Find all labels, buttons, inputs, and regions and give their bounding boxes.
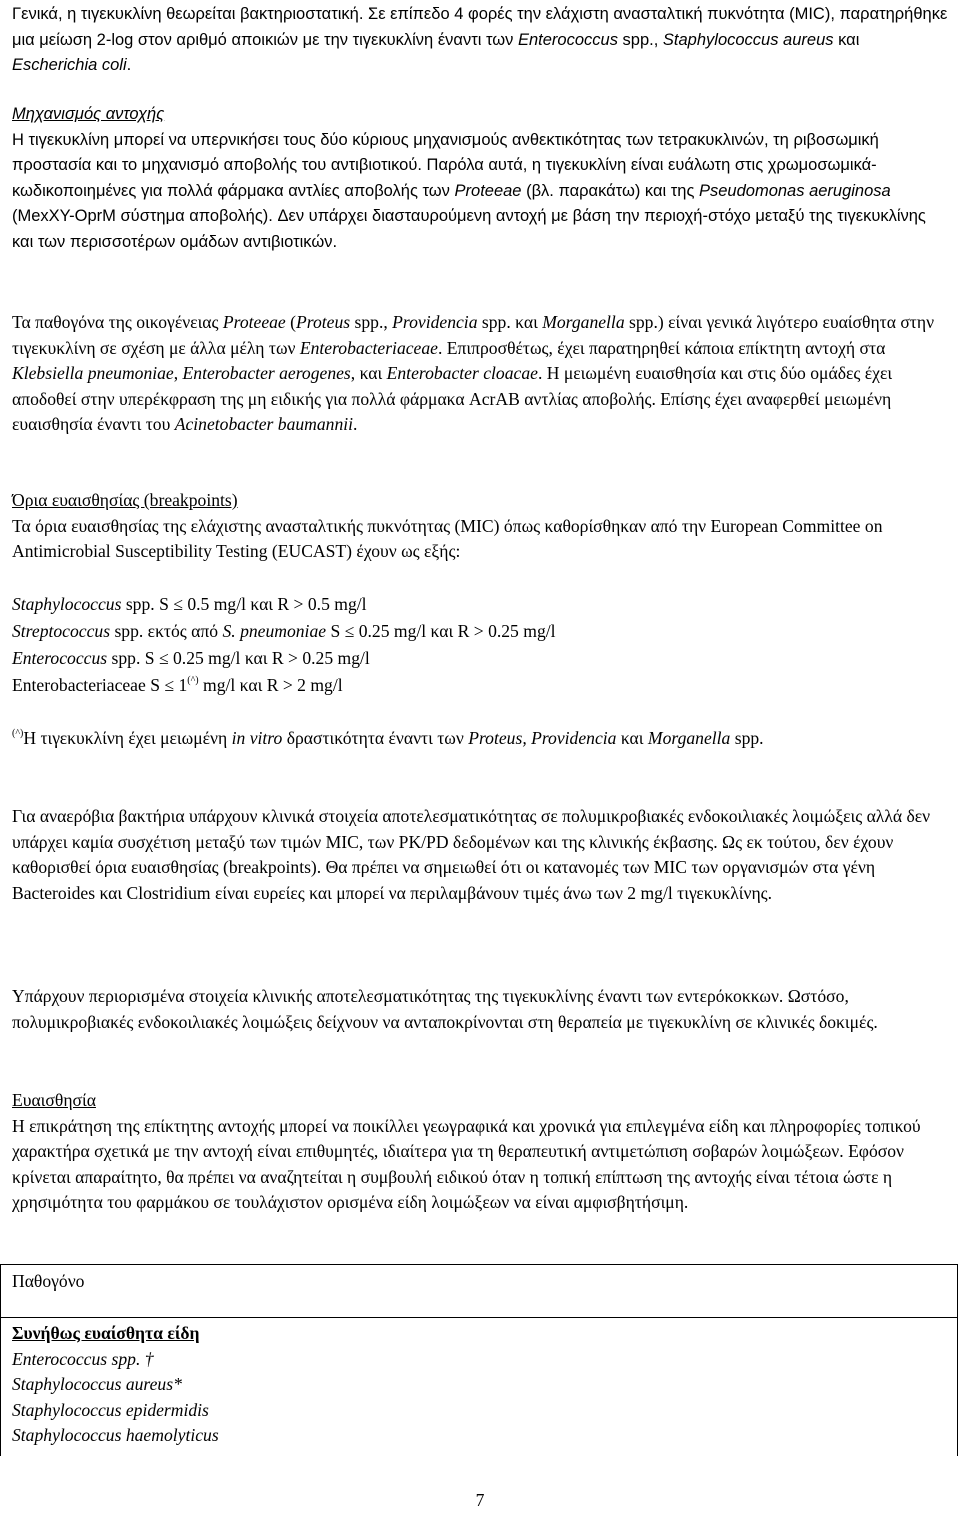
- breakpoint-enterococcus: Enterococcus spp. S ≤ 0.25 mg/l και R > 0.25 mg/l: [12, 648, 370, 668]
- susceptibility-paragraph: Η επικράτηση της επίκτητης αντοχής μπορεί να ποικίλλει γεωγραφικά και χρονικά για επιλεγμένα είδη και πληροφορίες τοπικού χαρακτήρα σχετικά με την αντοχή είναι επιθυμητές, ιδιαίτερα για τη θεραπευτική αντιμετώπιση σοβαρών λοιμώξεων. Εφόσον κρίνεται απαραίτητο, θα πρέπει να αναζητείται η συμβουλή ειδικού όταν η τοπική επίπτωση της αντοχής είναι τέτοια ώστε η χρησιμότητα του φαρμάκου σε τουλάχιστον ορισμένα είδη λοιμώξεων να είναι αμφισβητήσιμη.: [12, 1115, 921, 1213]
- susceptibility-heading: Ευαισθησία: [12, 1090, 96, 1110]
- intro-paragraph: Γενικά, η τιγεκυκλίνη θεωρείται βακτηριοστατική. Σε επίπεδο 4 φορές την ελάχιστη ανασταλτική πυκνότητα (MIC), παρατηρήθηκε μια μείωση 2-log στον αριθμό αποικιών με την τιγεκυκλίνη έναντι των Enterococcus spp., Staphylococcus aureus και Escherichia coli.: [12, 5, 948, 75]
- table-row: Enterococcus spp. †: [12, 1348, 154, 1369]
- resistance-paragraph: Η τιγεκυκλίνη μπορεί να υπερνικήσει τους δύο κύριους μηχανισμούς ανθεκτικότητας των τετρακυκλινών, τη ριβοσωμική προστασία και το μηχανισμό αποβολής του αντιβιοτικού. Παρόλα αυτά, η τιγεκυκλίνη είναι ευάλωτη στις χρωμοσωμικά-κωδικοποιημένες για πολλά φάρμακα αντλίες αποβολής των Proteeae (βλ. παρακάτω) και της Pseudomonas aeruginosa (MexXY-OprM σύστημα αποβολής). Δεν υπάρχει διασταυρούμενη αντοχή με βάση την περιοχή-στόχο μεταξύ της τιγεκυκλίνης και των περισσοτέρων ομάδων αντιβιοτικών.: [12, 130, 926, 251]
- anaerobes-paragraph: Για αναερόβια βακτήρια υπάρχουν κλινικά στοιχεία αποτελεσματικότητας σε πολυμικροβιακές ενδοκοιλιακές λοιμώξεις αλλά δεν υπάρχει καμία συσχέτιση μεταξύ των τιμών MIC, των PK/PD δεδομένων και της κλινικής έκβασης. Ως εκ τούτου, δεν έχουν καθορισθεί όρια ευαισθησίας (breakpoints). Θα πρέπει να σημειωθεί ότι οι κατανομές των MIC των οργανισμών στα γένη Bacteroides και Clostridium είναι ευρείες και μπορεί να περιλαμβάνουν τιμές άνω των 2 mg/l τιγεκυκλίνης.: [12, 806, 931, 903]
- breakpoint-list: [12, 592, 948, 700]
- pathogen-table: [0, 1264, 958, 1456]
- enterococci-paragraph: Υπάρχουν περιορισμένα στοιχεία κλινικής αποτελεσματικότητας της τιγεκυκλίνης έναντι των εντερόκοκκων. Ωστόσο, πολυμικροβιακές ενδοκοιλιακές λοιμώξεις δείχνουν να ανταποκρίνονται στη θεραπεία με τιγεκυκλίνη σε κλινικές δοκιμές.: [12, 986, 878, 1032]
- breakpoints-section: [12, 488, 948, 565]
- breakpoint-staphylococcus: Staphylococcus spp. S ≤ 0.5 mg/l και R > 0.5 mg/l: [12, 594, 367, 614]
- breakpoint-enterobacteriaceae: Enterobacteriaceae S ≤ 1(^) mg/l και R > 2 mg/l: [12, 675, 343, 695]
- table-body: [12, 1321, 219, 1449]
- page-number: 7: [475, 1490, 485, 1510]
- resistance-heading: Μηχανισμός αντοχής: [12, 105, 165, 123]
- table-header-row: [1, 1265, 957, 1318]
- table-section-title: Συνήθως ευαίσθητα είδη: [12, 1323, 200, 1343]
- breakpoints-heading: Όρια ευαισθησίας (breakpoints): [12, 490, 238, 510]
- breakpoints-intro: Τα όρια ευαισθησίας της ελάχιστης ανασταλτικής πυκνότητας (MIC) όπως καθορίσθηκαν από την European Committee on Antimicrobial Susceptibility Testing (EUCAST) έχουν ως εξής:: [12, 515, 883, 562]
- table-header-cell: Παθογόνο: [12, 1271, 85, 1291]
- proteeae-paragraph: Τα παθογόνα της οικογένειας Proteeae (Proteus spp., Providencia spp. και Morganella spp.) είναι γενικά λιγότερο ευαίσθητα στην τιγεκυκλίνη σε σχέση με άλλα μέλη των Enterobacteriaceae. Επιπροσθέτως, έχει παρατηρηθεί κάποια επίκτητη αντοχή στα Klebsiella pneumoniae, Enterobacter aerogenes, και Enterobacter cloacae. Η μειωμένη ευαισθησία και στις δύο ομάδες έχει αποδοθεί στην υπερέκφραση της μη ειδικής για πολλά φάρμακα AcrAB αντλίας αποβολής. Επίσης έχει αναφερθεί μειωμένη ευαισθησία έναντι του Acinetobacter baumannii.: [12, 312, 935, 435]
- breakpoint-footnote: (^)Η τιγεκυκλίνη έχει μειωμένη in vitro δραστικότητα έναντι των Proteus, Providencia και Morganella spp.: [12, 728, 764, 748]
- table-row: Staphylococcus haemolyticus: [12, 1425, 219, 1446]
- table-row: Staphylococcus aureus*: [12, 1374, 182, 1395]
- breakpoint-streptococcus: Streptococcus spp. εκτός από S. pneumoniae S ≤ 0.25 mg/l και R > 0.25 mg/l: [12, 621, 556, 641]
- resistance-section: [12, 102, 948, 256]
- susceptibility-section: [12, 1088, 948, 1216]
- table-row: Staphylococcus epidermidis: [12, 1399, 209, 1420]
